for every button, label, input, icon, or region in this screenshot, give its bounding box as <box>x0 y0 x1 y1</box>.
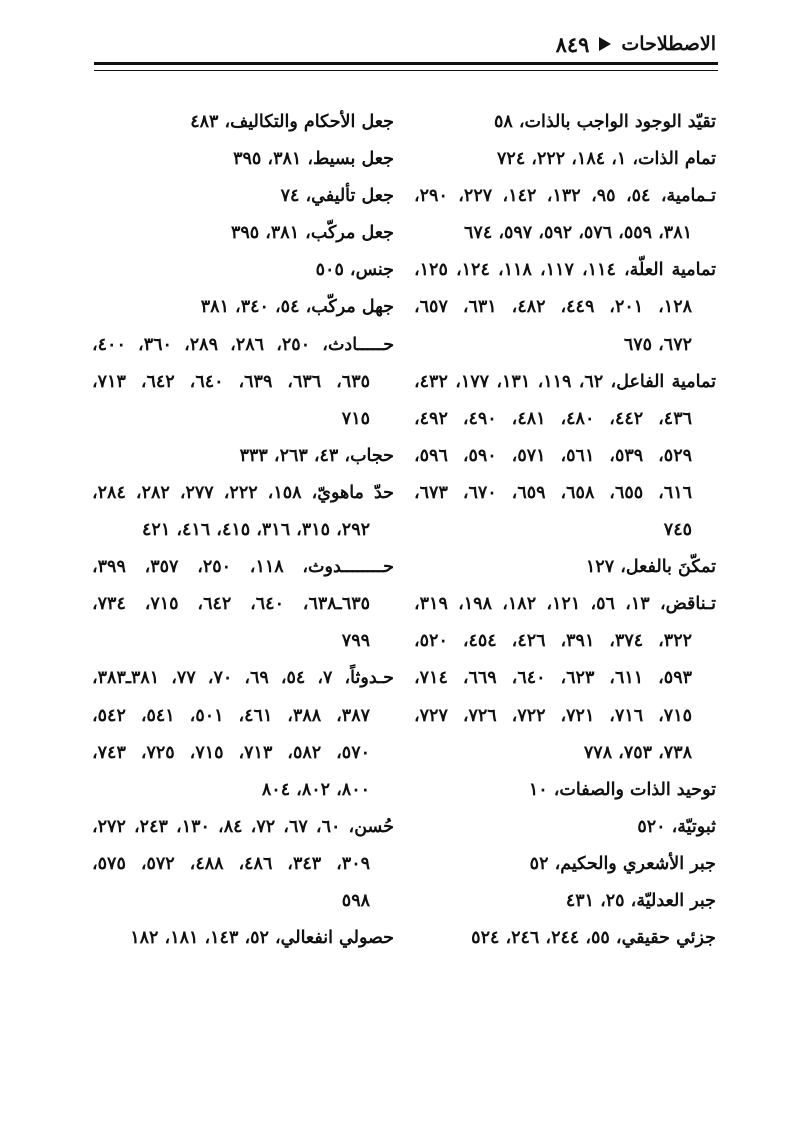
index-entry: جزئي حقيقي، ٥٥، ٢٤٤، ٢٤٦، ٥٢٤ <box>471 928 716 949</box>
index-entry: جعل الأحكام والتكاليف، ٤٨٣ <box>190 112 394 132</box>
header-rule-thin <box>94 70 718 71</box>
index-entry-continuation: ٣٨١، ٥٥٩، ٥٧٦، ٥٩٢، ٥٩٧، ٦٧٤ <box>464 223 692 244</box>
index-entry-continuation: ٨٠٠، ٨٠٢، ٨٠٤ <box>261 779 370 800</box>
index-entry: تمامية الفاعل، ٦٢، ١١٩، ١٣١، ١٧٧، ٤٣٢، <box>414 371 716 392</box>
index-entry-continuation: ٦١٦، ٦٥٥، ٦٥٨، ٦٥٩، ٦٧٠، ٦٧٣، <box>414 482 692 503</box>
index-entry: تمامية العلّة، ١١٤، ١١٧، ١١٨، ١٢٤، ١٢٥، <box>414 260 716 281</box>
index-entry: تمام الذات، ١، ١٨٤، ٢٢٢، ٧٢٤ <box>497 149 716 170</box>
triangle-pointer-icon <box>599 37 611 51</box>
index-entry: جبر العدليّة، ٢٥، ٤٣١ <box>565 890 716 911</box>
index-columns <box>92 104 716 957</box>
index-entry: تمكّنَ بالفعل، ١٢٧ <box>585 557 716 578</box>
index-entry-continuation: ٧١٥، ٧١٦، ٧٢١، ٧٢٢، ٧٢٦، ٧٢٧، <box>414 705 692 726</box>
index-entry-continuation: ٣٠٩، ٣٤٣، ٤٨٦، ٤٨٨، ٥٧٢، ٥٧٥، <box>92 853 370 874</box>
index-entry-continuation: ٥٩٨ <box>341 890 370 911</box>
running-header <box>96 26 716 62</box>
header-rule-thick <box>94 62 718 65</box>
index-entry-continuation: ٣٢٢، ٣٧٤، ٣٩١، ٤٢٦، ٤٥٤، ٥٢٠، <box>414 631 692 652</box>
index-entry-continuation: ٧٣٨، ٧٥٣، ٧٧٨ <box>583 742 692 763</box>
index-column-right <box>414 104 716 957</box>
index-entry: توحيد الذات والصفات، ١٠ <box>528 779 716 800</box>
index-entry: حـــــادث، ٢٥٠، ٢٨٦، ٢٨٩، ٣٦٠، ٤٠٠، <box>92 334 394 355</box>
index-entry: حدّ ماهويّ، ١٥٨، ٢٢٢، ٢٧٧، ٢٨٢، ٢٨٤، <box>92 482 394 503</box>
index-entry: تـمامية، ٥٤، ٩٥، ١٣٢، ١٤٢، ٢٢٧، ٢٩٠، <box>414 186 716 207</box>
index-entry: جهل مركّب، ٥٤، ٣٤٠، ٣٨١ <box>200 297 394 318</box>
index-entry-continuation: ٥٧٠، ٥٨٢، ٧١٣، ٧١٥، ٧٢٥، ٧٤٣، <box>92 742 370 763</box>
index-entry: جنس، ٥٠٥ <box>315 260 394 281</box>
index-entry-continuation: ٦٣٥، ٦٣٦، ٦٣٩، ٦٤٠، ٦٤٢، ٧١٣، <box>92 371 370 392</box>
index-entry: حجاب، ٤٣، ٢٦٣، ٣٣٣ <box>239 445 394 466</box>
index-entry-continuation: ٧١٥ <box>341 408 370 429</box>
index-entry: جبر الأشعري والحكيم، ٥٢ <box>529 853 716 874</box>
index-entry: جعل تأليفي، ٧٤ <box>280 186 394 207</box>
index-entry-continuation: ١٢٨، ٢٠١، ٤٤٩، ٤٨٢، ٦٣١، ٦٥٧، <box>414 297 692 318</box>
index-entry: تـناقض، ١٣، ٥٦، ١٢١، ١٨٢، ١٩٨، ٣١٩، <box>414 594 716 615</box>
index-column-left <box>92 104 394 957</box>
index-entry-continuation: ٧٩٩ <box>341 631 370 652</box>
index-entry-continuation: ٧٤٥ <box>663 520 692 541</box>
index-entry-continuation: ٦٣٥ـ٦٣٨، ٦٤٠، ٦٤٢، ٧١٥، ٧٣٤، <box>92 594 371 615</box>
index-entry: حــــــــدوث، ١١٨، ٢٥٠، ٣٥٧، ٣٩٩، <box>92 557 394 578</box>
index-entry-continuation: ٦٧٢، ٦٧٥ <box>623 334 692 355</box>
index-entry-continuation: ٥٢٩، ٥٣٩، ٥٦١، ٥٧١، ٥٩٠، ٥٩٦، <box>414 445 692 466</box>
page-number: ٨٤٩ <box>555 31 590 57</box>
index-entry-continuation: ٣٨٧، ٣٨٨، ٤٦١، ٥٠١، ٥٤١، ٥٤٢، <box>92 705 370 726</box>
index-entry: حُسن، ٦٠، ٦٧، ٧٢، ٨٤، ١٣٠، ٢٤٣، ٢٧٢، <box>92 816 394 837</box>
index-entry-continuation: ٥٩٣، ٦١١، ٦٢٣، ٦٤٠، ٦٦٩، ٧١٤، <box>414 668 692 689</box>
index-entry: جعل مركّب، ٣٨١، ٣٩٥ <box>230 223 394 244</box>
header-title: الاصطلاحات <box>621 33 716 55</box>
index-entry: حصولي انفعالي، ٥٢، ١٤٣، ١٨١، ١٨٢ <box>130 928 394 949</box>
index-entry: ثبوتيّة، ٥٢٠ <box>637 816 716 837</box>
index-entry-continuation: ٤٣٦، ٤٤٢، ٤٨٠، ٤٨١، ٤٩٠، ٤٩٢، <box>414 408 692 429</box>
index-entry: جعل بسيط، ٣٨١، ٣٩٥ <box>233 149 394 170</box>
index-entry: تقيّد الوجود الواجب بالذات، ٥٨ <box>493 112 716 132</box>
index-entry: حـدوثاً، ٧، ٥٤، ٦٩، ٧٠، ٧٧، ٣٨١ـ٣٨٣، <box>92 668 394 689</box>
index-entry-continuation: ٢٩٢، ٣١٥، ٣١٦، ٤١٥، ٤١٦، ٤٢١ <box>142 520 370 541</box>
